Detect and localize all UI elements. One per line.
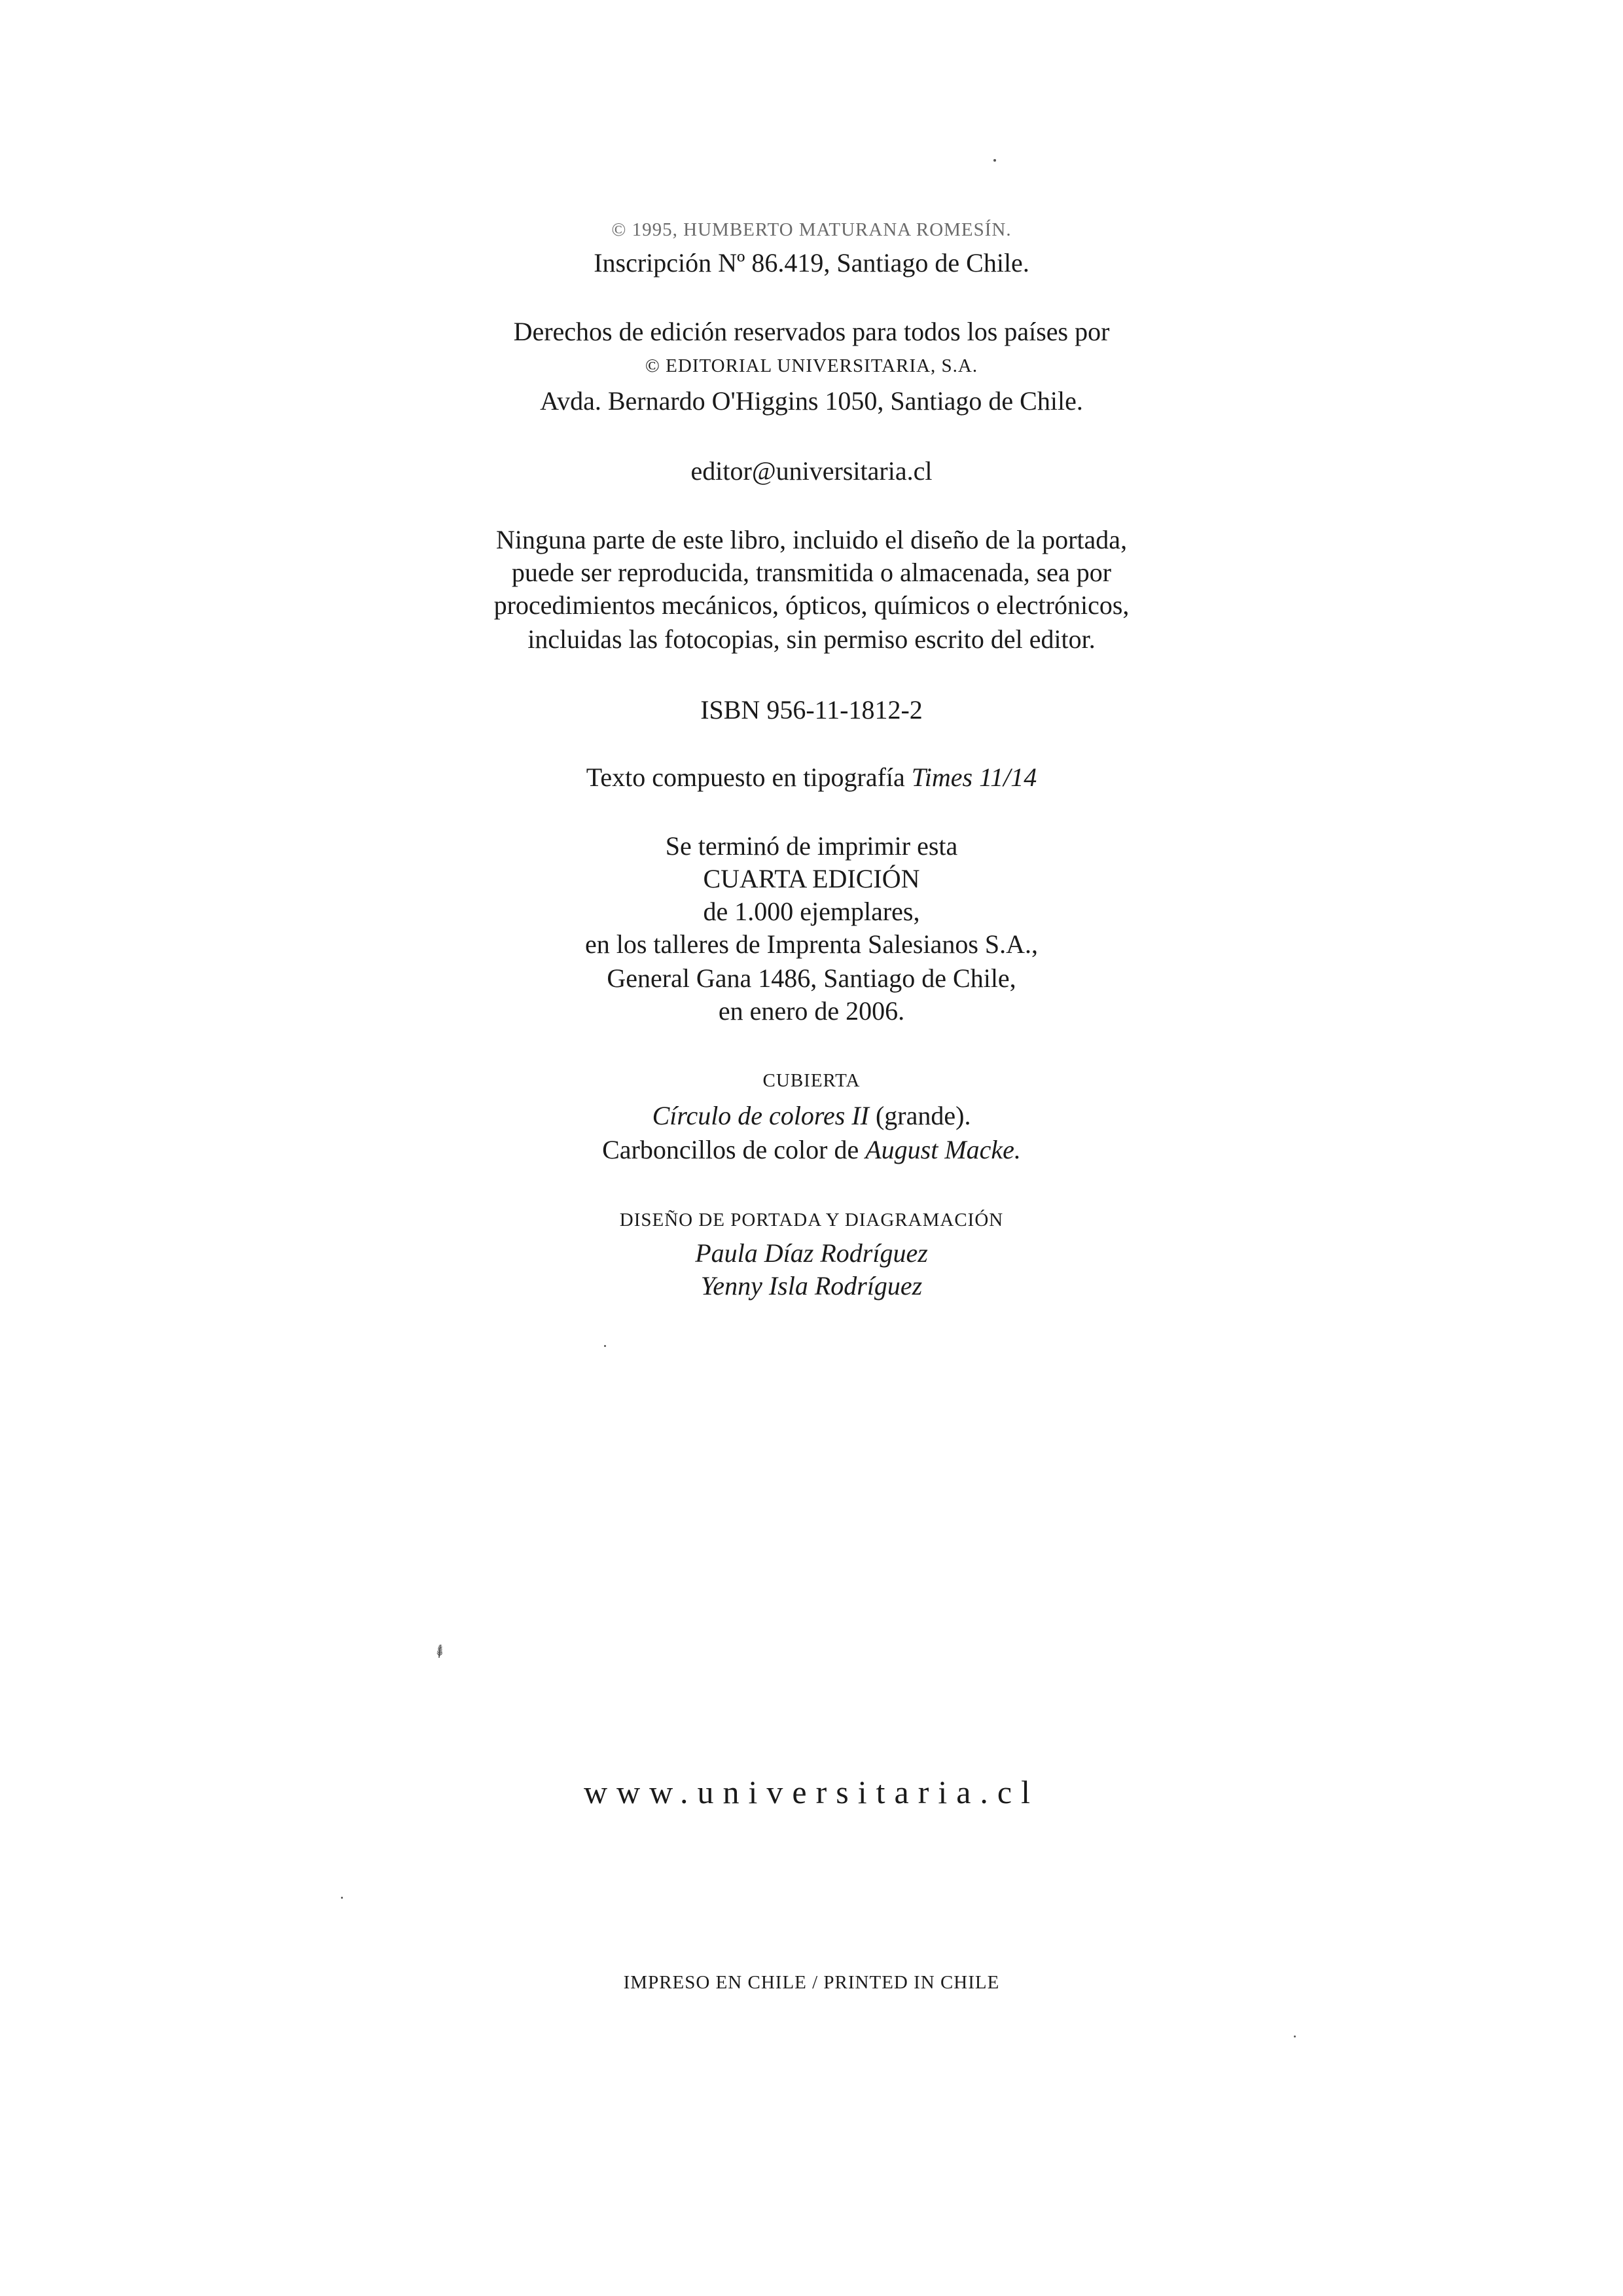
scan-speck: [993, 159, 996, 162]
notice-line-4: incluidas las fotocopias, sin permiso escrito del editor.: [527, 624, 1096, 654]
designer-2: Yenny Isla Rodríguez: [700, 1271, 923, 1300]
printing-line-5: General Gana 1486, Santiago de Chile,: [607, 963, 1016, 993]
design-heading: DISEÑO DE PORTADA Y DIAGRAMACIÓN: [619, 1210, 1004, 1230]
pencil-mark: ⸙: [428, 1637, 452, 1664]
copyright-holder-line: © 1995, HUMBERTO MATURANA ROMESÍN.: [611, 219, 1012, 240]
cover-work-title: Círculo de colores II: [652, 1101, 869, 1130]
publisher-line: © EDITORIAL UNIVERSITARIA, S.A.: [645, 355, 978, 376]
inscription-line: Inscripción Nº 86.419, Santiago de Chile.: [594, 248, 1029, 278]
website-url: www.universitaria.cl: [583, 1774, 1040, 1810]
printed-in-line: IMPRESO EN CHILE / PRINTED IN CHILE: [623, 1972, 1000, 1993]
printing-line-4: en los talleres de Imprenta Salesianos S.A.,: [584, 929, 1039, 959]
publisher-address: Avda. Bernardo O'Higgins 1050, Santiago de Chile.: [540, 386, 1083, 416]
rights-line: Derechos de edición reservados para todos los países por: [513, 317, 1110, 346]
publisher-email: editor@universitaria.cl: [690, 456, 933, 486]
typography-line: [0, 764, 1623, 791]
typography-font: Times 11/14: [911, 762, 1037, 792]
cover-heading: CUBIERTA: [762, 1070, 861, 1091]
notice-line-2: puede ser reproducida, transmitida o almacenada, sea por: [511, 558, 1112, 587]
cover-artist: August Macke.: [865, 1135, 1021, 1164]
printing-line-3: de 1.000 ejemplares,: [703, 897, 920, 926]
notice-line-1: Ninguna parte de este libro, incluido el diseño de la portada,: [495, 525, 1128, 554]
isbn-line: ISBN 956-11-1812-2: [700, 695, 923, 725]
printing-line-1: Se terminó de imprimir esta: [665, 831, 958, 861]
cover-work-suffix: (grande).: [868, 1101, 971, 1130]
cover-work-line: [0, 1103, 1623, 1129]
designer-1: Paula Díaz Rodríguez: [695, 1238, 928, 1268]
cover-medium-line: [0, 1137, 1623, 1163]
cover-medium-prefix: Carboncillos de color de: [602, 1135, 866, 1164]
notice-line-3: procedimientos mecánicos, ópticos, químicos o electrónicos,: [493, 590, 1130, 620]
printing-line-2: CUARTA EDICIÓN: [703, 864, 920, 893]
printing-line-6: en enero de 2006.: [718, 996, 905, 1026]
scan-speck: [341, 1897, 343, 1899]
scan-speck: [1294, 2036, 1296, 2037]
typography-prefix: Texto compuesto en tipografía: [586, 762, 912, 792]
scan-speck: [604, 1345, 606, 1347]
